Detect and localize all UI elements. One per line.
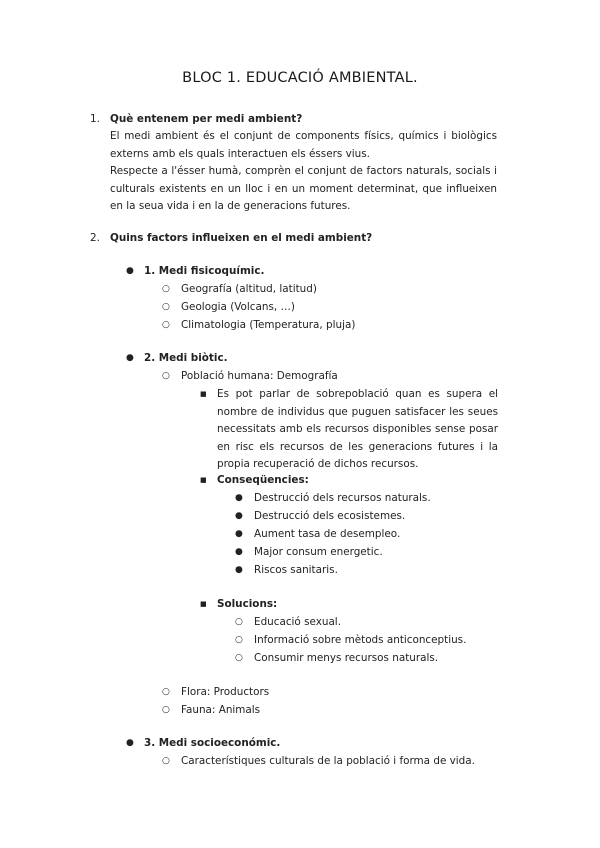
- bullet-disc-icon: ●: [126, 353, 134, 363]
- solucions-title: Solucions:: [217, 598, 278, 610]
- q1-paragraph-2: Respecte a l'ésser humà, comprèn el conjunt de factors naturals, socials i culturals existents en un lloc i en un moment determinat, que influeixen en la seua vida i en la de generacions futures.: [110, 165, 497, 212]
- q2-heading: Quins factors influeixen en el medi ambient?: [110, 232, 373, 244]
- m2-fauna: Fauna: Animals: [181, 704, 261, 716]
- bullet-disc-icon: ●: [235, 511, 243, 521]
- bullet-disc-icon: ●: [235, 493, 243, 503]
- bullet-disc-icon: ●: [126, 266, 134, 276]
- bullet-square-icon: ■: [200, 600, 207, 608]
- consequencia-item: Riscos sanitaris.: [254, 564, 338, 576]
- bullet-circle-icon: ○: [162, 302, 170, 312]
- m2-flora: Flora: Productors: [181, 686, 270, 698]
- m1-title: 1. Medi fisicoquímic.: [144, 265, 265, 277]
- bullet-circle-icon: ○: [162, 371, 170, 381]
- bullet-disc-icon: ●: [235, 565, 243, 575]
- bullet-circle-icon: ○: [235, 653, 243, 663]
- bullet-circle-icon: ○: [235, 617, 243, 627]
- bullet-circle-icon: ○: [235, 635, 243, 645]
- m3-item: Característiques culturals de la població i forma de vida.: [181, 755, 475, 767]
- solucio-item: Educació sexual.: [254, 616, 342, 628]
- bullet-circle-icon: ○: [162, 320, 170, 330]
- bullet-square-icon: ■: [200, 476, 207, 484]
- m2-sobrepoblacio: Es pot parlar de sobrepoblació quan es supera el nombre de individus que puguen satisfacer les seues necessitats amb els recursos disponibles sense posar en risc els recursos de les generacions futures i la propia recuperació de dichos recursos.: [217, 388, 498, 470]
- m1-item: Climatologia (Temperatura, pluja): [181, 319, 356, 331]
- bullet-disc-icon: ●: [235, 529, 243, 539]
- m1-item: Geografía (altitud, latitud): [181, 283, 317, 295]
- solucio-item: Informació sobre mètods anticonceptius.: [254, 634, 467, 646]
- bullet-disc-icon: ●: [126, 738, 134, 748]
- m2-poblacio: Població humana: Demografía: [181, 370, 338, 382]
- m2-title: 2. Medi biòtic.: [144, 352, 228, 364]
- consequencia-item: Destrucció dels recursos naturals.: [254, 492, 431, 504]
- bullet-circle-icon: ○: [162, 284, 170, 294]
- consequencia-item: Major consum energetic.: [254, 546, 383, 558]
- m3-title: 3. Medi socioeconómic.: [144, 737, 281, 749]
- page-title: BLOC 1. EDUCACIÓ AMBIENTAL.: [182, 70, 418, 86]
- consequencia-item: Aument tasa de desempleo.: [254, 528, 401, 540]
- bullet-circle-icon: ○: [162, 687, 170, 697]
- consequencia-item: Destrucció dels ecosistemes.: [254, 510, 406, 522]
- bullet-square-icon: ■: [200, 390, 207, 398]
- q1-number: 1.: [90, 113, 100, 125]
- solucio-item: Consumir menys recursos naturals.: [254, 652, 439, 664]
- q1-heading: Què entenem per medi ambient?: [110, 113, 303, 125]
- bullet-disc-icon: ●: [235, 547, 243, 557]
- q1-paragraph-1: El medi ambient és el conjunt de components físics, químics i biològics externs amb els quals interactuen els éssers vius.: [110, 130, 497, 160]
- bullet-circle-icon: ○: [162, 705, 170, 715]
- q2-number: 2.: [90, 232, 100, 244]
- consequencies-title: Conseqüencies:: [217, 474, 309, 486]
- bullet-circle-icon: ○: [162, 756, 170, 766]
- m1-item: Geologia (Volcans, …): [181, 301, 295, 313]
